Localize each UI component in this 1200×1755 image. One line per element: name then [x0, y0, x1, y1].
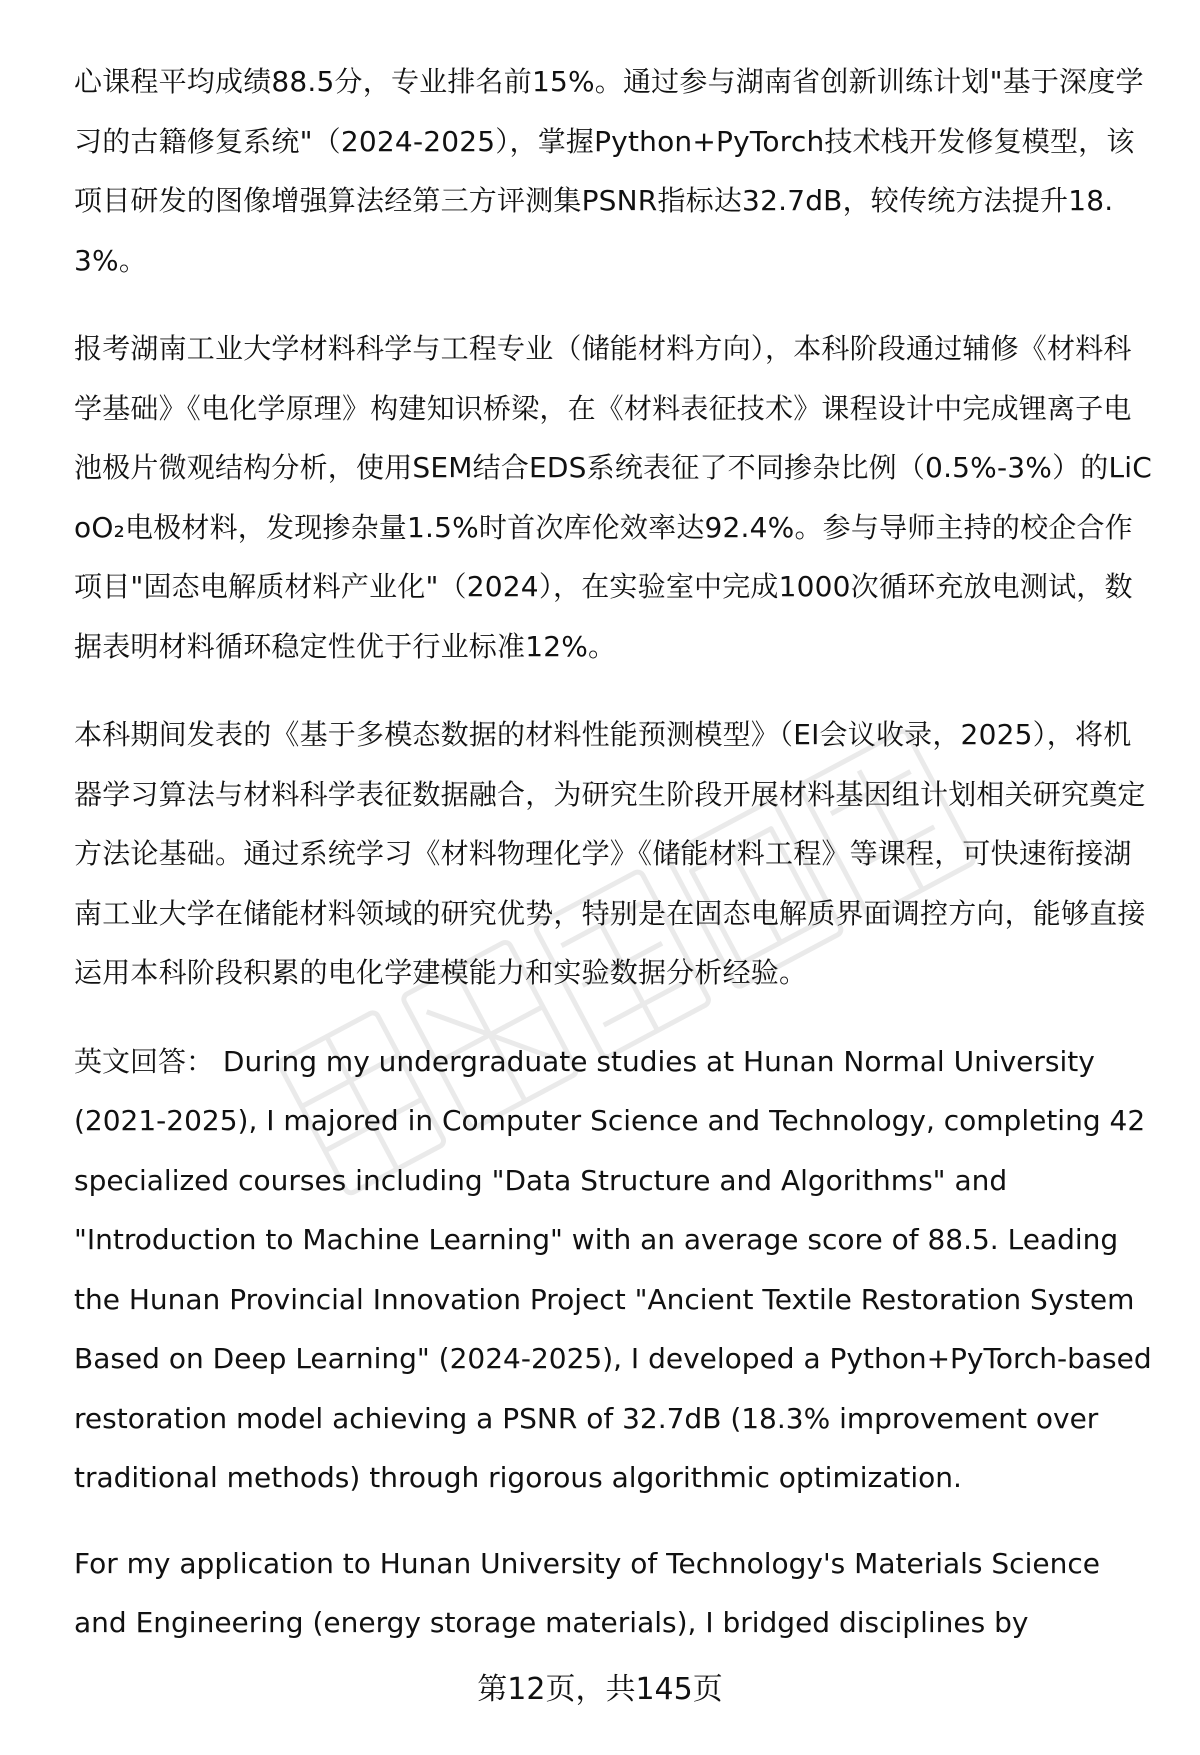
paragraph-5-english: For my application to Hunan University of Technology's Materials Science and Engineering (energy storage materials), I bridged disciplines by	[74, 1546, 1100, 1639]
paragraph-2: 报考湖南工业大学材料科学与工程专业（储能材料方向），本科阶段通过辅修《材料科学基础》《电化学原理》构建知识桥梁，在《材料表征技术》课程设计中完成锂离子电池极片微观结构分析，使用SEM结合EDS系统表征了不同掺杂比例（0.5%-3%）的LiCoO₂电极材料，发现掺杂量1.5%时首次库伦效率达92.4%。参与导师主持的校企合作项目"固态电解质材料产业化"（2024），在实验室中完成1000次循环充放电测试，数据表明材料循环稳定性优于行业标准12%。	[74, 332, 1153, 663]
paragraph-4-english: 英文回答： During my undergraduate studies at Hunan Normal University (2021-2025), I majored in Computer Science and Technology, completing 42 specialized courses including "Data Structure and Algorithms" and "Introduction to Machine Learning" with an average score of 88.5. Leading the Hunan Provincial Innovation Project "Ancient Textile Restoration System Based on Deep Learning" (2024-2025), I developed a Python+PyTorch-based restoration model achieving a PSNR of 32.7dB (18.3% improvement over traditional methods) through rigorous algorithmic optimization.	[74, 1044, 1152, 1494]
page-number-footer: 第12页，共145页	[477, 1672, 723, 1707]
paragraph-3: 本科期间发表的《基于多模态数据的材料性能预测模型》（EI会议收录，2025），将机器学习算法与材料科学表征数据融合，为研究生阶段开展材料基因组计划相关研究奠定方法论基础。通过系统学习《材料物理化学》《储能材料工程》等课程，可快速衔接湖南工业大学在储能材料领域的研究优势，特别是在固态电解质界面调控方向，能够直接运用本科阶段积累的电化学建模能力和实验数据分析经验。	[74, 718, 1146, 989]
document-body	[74, 52, 1154, 1682]
paragraph-1: 心课程平均成绩88.5分，专业排名前15%。通过参与湖南省创新训练计划"基于深度学习的古籍修复系统"（2024-2025），掌握Python+PyTorch技术栈开发修复模型，该项目研发的图像增强算法经第三方评测集PSNR指标达32.7dB，较传统方法提升18.3%。	[74, 65, 1144, 277]
